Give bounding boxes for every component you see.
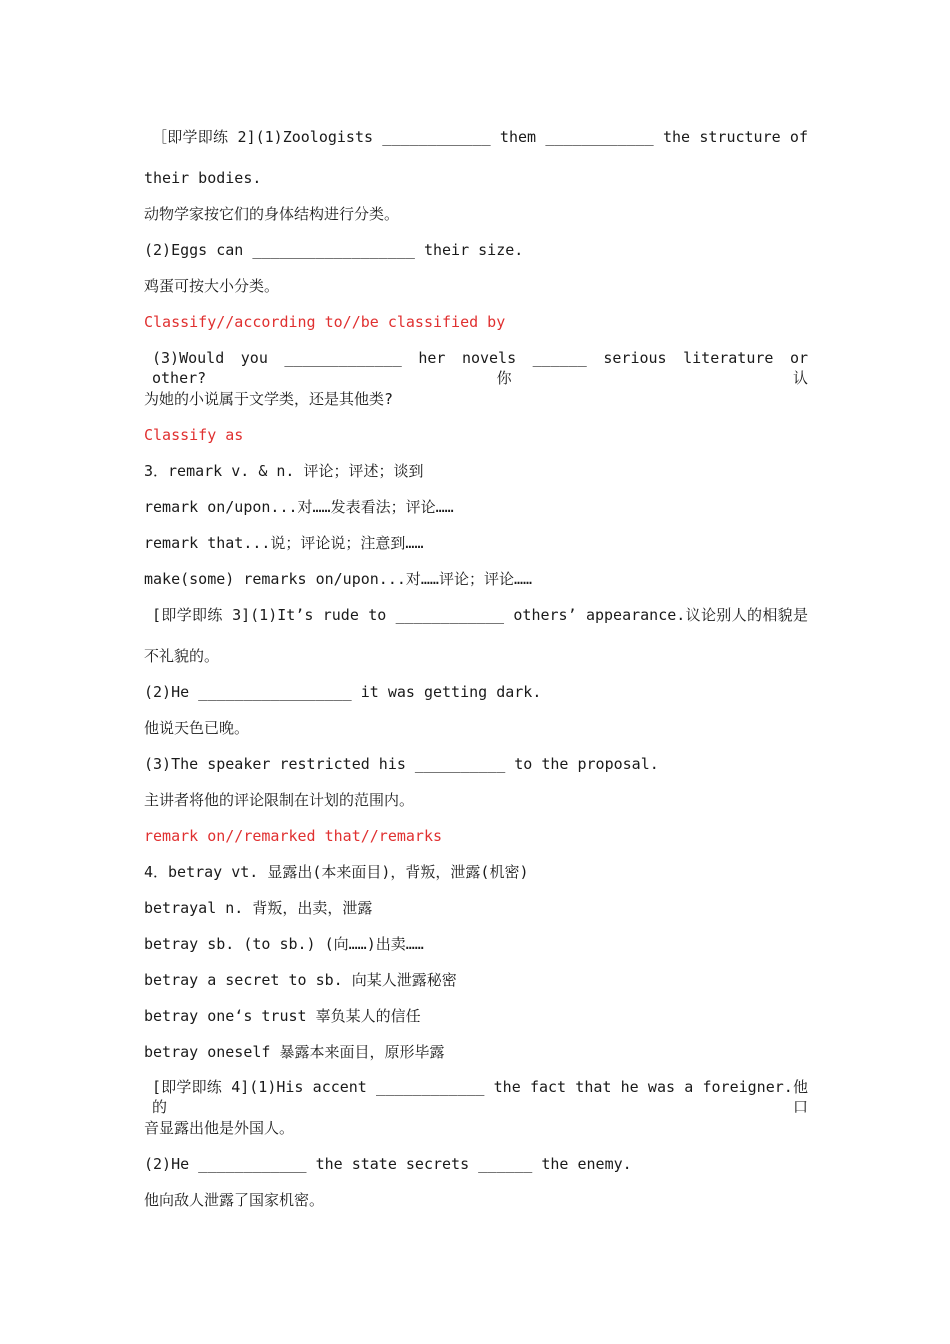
vocab-betray-phrase-2: betray a secret to sb. 向某人泄露秘密 xyxy=(144,971,457,989)
exercise-3-translation-3: 主讲者将他的评论限制在计划的范围内。 xyxy=(144,791,415,809)
vocab-betray-phrase-3: betray one‘s trust 辜负某人的信任 xyxy=(144,1007,421,1025)
exercise-3-question-2: (2)He _________________ it was getting dark. xyxy=(144,683,542,701)
exercise-2-line-2: their bodies. xyxy=(144,169,262,187)
exercise-4-question-2: (2)He ____________ the state secrets ______ the enemy. xyxy=(144,1155,632,1173)
vocab-remark-heading: 3．remark v. & n. 评论；评述；谈到 xyxy=(144,462,424,480)
exercise-2-question-3: (3)Would you _____________ her novels ______ serious literature or other? 你认 xyxy=(152,349,808,387)
vocab-betray-heading: 4．betray vt. 显露出(本来面目)，背叛，泄露(机密) xyxy=(144,863,529,881)
exercise-3-translation-2: 他说天色已晚。 xyxy=(144,719,250,737)
exercise-2-translation-2: 鸡蛋可按大小分类。 xyxy=(144,277,280,295)
vocab-remark-phrase-2: remark that...说；评论说；注意到…… xyxy=(144,534,424,552)
exercise-4-line-1: [即学即练 4](1)His accent ____________ the fact that he was a foreigner.他的口 xyxy=(152,1078,808,1116)
exercise-3-question-3: (3)The speaker restricted his __________ to the proposal. xyxy=(144,755,659,773)
exercise-2-line-1: ［即学即练 2](1)Zoologists ____________ them ____________ the structure of xyxy=(152,128,808,146)
exercise-4-line-2: 音显露出他是外国人。 xyxy=(144,1119,295,1137)
exercise-2-translation-1: 动物学家按它们的身体结构进行分类。 xyxy=(144,205,400,223)
exercise-3-line-1: [即学即练 3](1)It’s rude to ____________ others’ appearance.议论别人的相貌是 xyxy=(152,606,808,624)
vocab-remark-phrase-3: make(some) remarks on/upon...对……评论；评论…… xyxy=(144,570,533,588)
exercise-2-question-2: (2)Eggs can __________________ their size. xyxy=(144,241,524,259)
exercise-3-answer: remark on//remarked that//remarks xyxy=(144,827,443,845)
exercise-2-answer-1: Classify//according to//be classified by xyxy=(144,313,506,331)
vocab-betray-phrase-4: betray oneself 暴露本来面目，原形毕露 xyxy=(144,1043,445,1061)
vocab-remark-phrase-1: remark on/upon...对……发表看法；评论…… xyxy=(144,498,454,516)
exercise-3-line-2: 不礼貌的。 xyxy=(144,647,220,665)
vocab-betrayal: betrayal n. 背叛，出卖，泄露 xyxy=(144,899,373,917)
exercise-4-translation-2: 他向敌人泄露了国家机密。 xyxy=(144,1191,325,1209)
exercise-2-answer-2: Classify as xyxy=(144,426,244,444)
vocab-betray-phrase-1: betray sb. (to sb.) (向……)出卖…… xyxy=(144,935,424,953)
exercise-2-question-3-cont: 为她的小说属于文学类，还是其他类? xyxy=(144,390,394,408)
